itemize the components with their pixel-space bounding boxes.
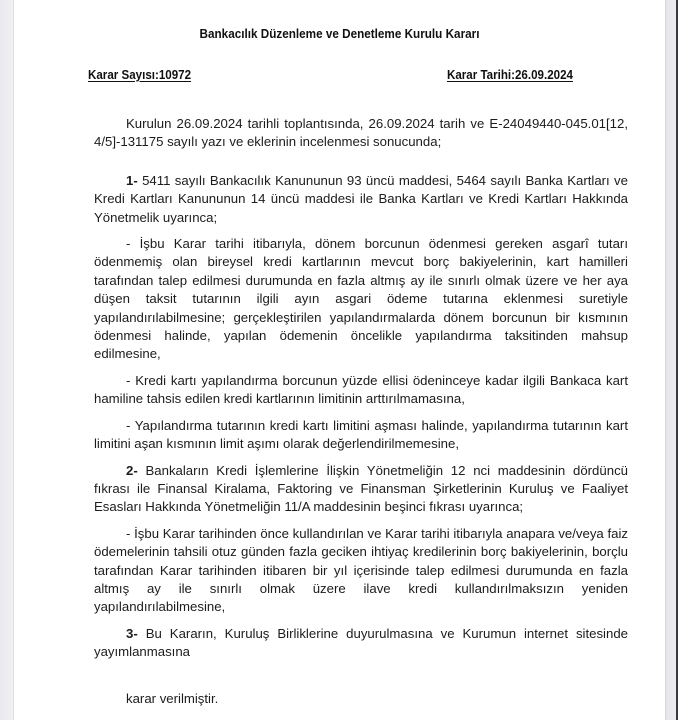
article-2-text: Bankaların Kredi İşlemlerine İlişkin Yönetmeliğin 12 nci maddesinin dördüncü fıkrası ile Finansal Kiralama, Faktoring ve Finansman Şirketlerinin Kuruluş ve Faaliyet Esasları Hakkında Yönetmeliğin 11/A maddesinin beşinci fıkrası uyarınca; xyxy=(94,462,628,515)
article-3 xyxy=(94,625,628,662)
article-1-number: 1- xyxy=(126,172,138,188)
left-page-gutter xyxy=(0,0,14,720)
article-1 xyxy=(94,172,628,227)
closing-line: karar verilmiştir. xyxy=(126,690,219,706)
article-1-item-2: - Kredi kartı yapılandırma borcunun yüzde ellisi ödeninceye kadar ilgili Bankaca kart hamiline tahsis edilen kredi kartlarının limitinin arttırılmamasına, xyxy=(94,372,628,407)
article-2 xyxy=(94,462,628,517)
document-body xyxy=(94,115,628,708)
document-title: Bankacılık Düzenleme ve Denetleme Kurulu Kararı xyxy=(199,27,480,41)
preamble-paragraph: Kurulun 26.09.2024 tarihli toplantısında, 26.09.2024 tarih ve E-24049440-045.01[12, 4/5]-131175 sayılı yazı ve eklerinin incelenmesi sonucunda; xyxy=(94,116,628,150)
decision-meta-row xyxy=(88,68,573,86)
article-1-text: 5411 sayılı Bankacılık Kanununun 93 üncü maddesi, 5464 sayılı Banka Kartları ve Kredi Kartları Kanununun 14 üncü maddesi ile Banka Kartları ve Kredi Kartları Hakkında Yönetmelik uyarınca; xyxy=(94,172,628,225)
article-3-number: 3- xyxy=(126,625,138,641)
article-1-item-1: - İşbu Karar tarihi itibarıyla, dönem borcunun ödenmesi gereken asgarî tutarı ödenmemiş olan bireysel kredi kartlarının mevcut borç bakiyelerinin, kart hamilleri tarafından talep edilmesi durumunda en fazla altmış ay ile sınırlı olmak üzere ve her aya düşen taksit tutarının ilgili ayın asgari ödeme tutarına eklenmesi suretiyle yapılandırılabilmesine; gerçekleştirilen yapılandırmalarda dönem borcunun bir kısmının ödenmesi halinde, yapılan ödemenin öncelikle yapılandırma taksitinden mahsup edilmesine, xyxy=(94,236,628,362)
article-2-number: 2- xyxy=(126,462,138,478)
decision-date: Karar Tarihi:26.09.2024 xyxy=(446,68,573,82)
article-3-text: Bu Kararın, Kuruluş Birliklerine duyurulmasına ve Kurumun internet sitesinde yayımlanmasına xyxy=(94,625,628,660)
article-1-item-3: - Yapılandırma tutarının kredi kartı limitini aşması halinde, yapılandırma tutarının kart limitini aşan kısmının limit aşımı olarak değerlendirilmemesine, xyxy=(94,417,628,452)
article-2-item-1: - İşbu Karar tarihinden önce kullandırılan ve Karar tarihi itibarıyla anapara ve/veya faiz ödemelerinin tahsili otuz günden fazla geciken ihtiyaç kredilerinin borç bakiyelerinin, borçlu tarafından Karar tarihinden itibaren bir yıl içerisinde talep edilmesi durumunda en fazla altmış ay ile sınırlı olmak üzere ilave kredi kullandırılmaksızın yeniden yapılandırılabilmesine, xyxy=(94,525,628,615)
document-page xyxy=(14,0,665,720)
decision-number: Karar Sayısı:10972 xyxy=(88,68,192,82)
